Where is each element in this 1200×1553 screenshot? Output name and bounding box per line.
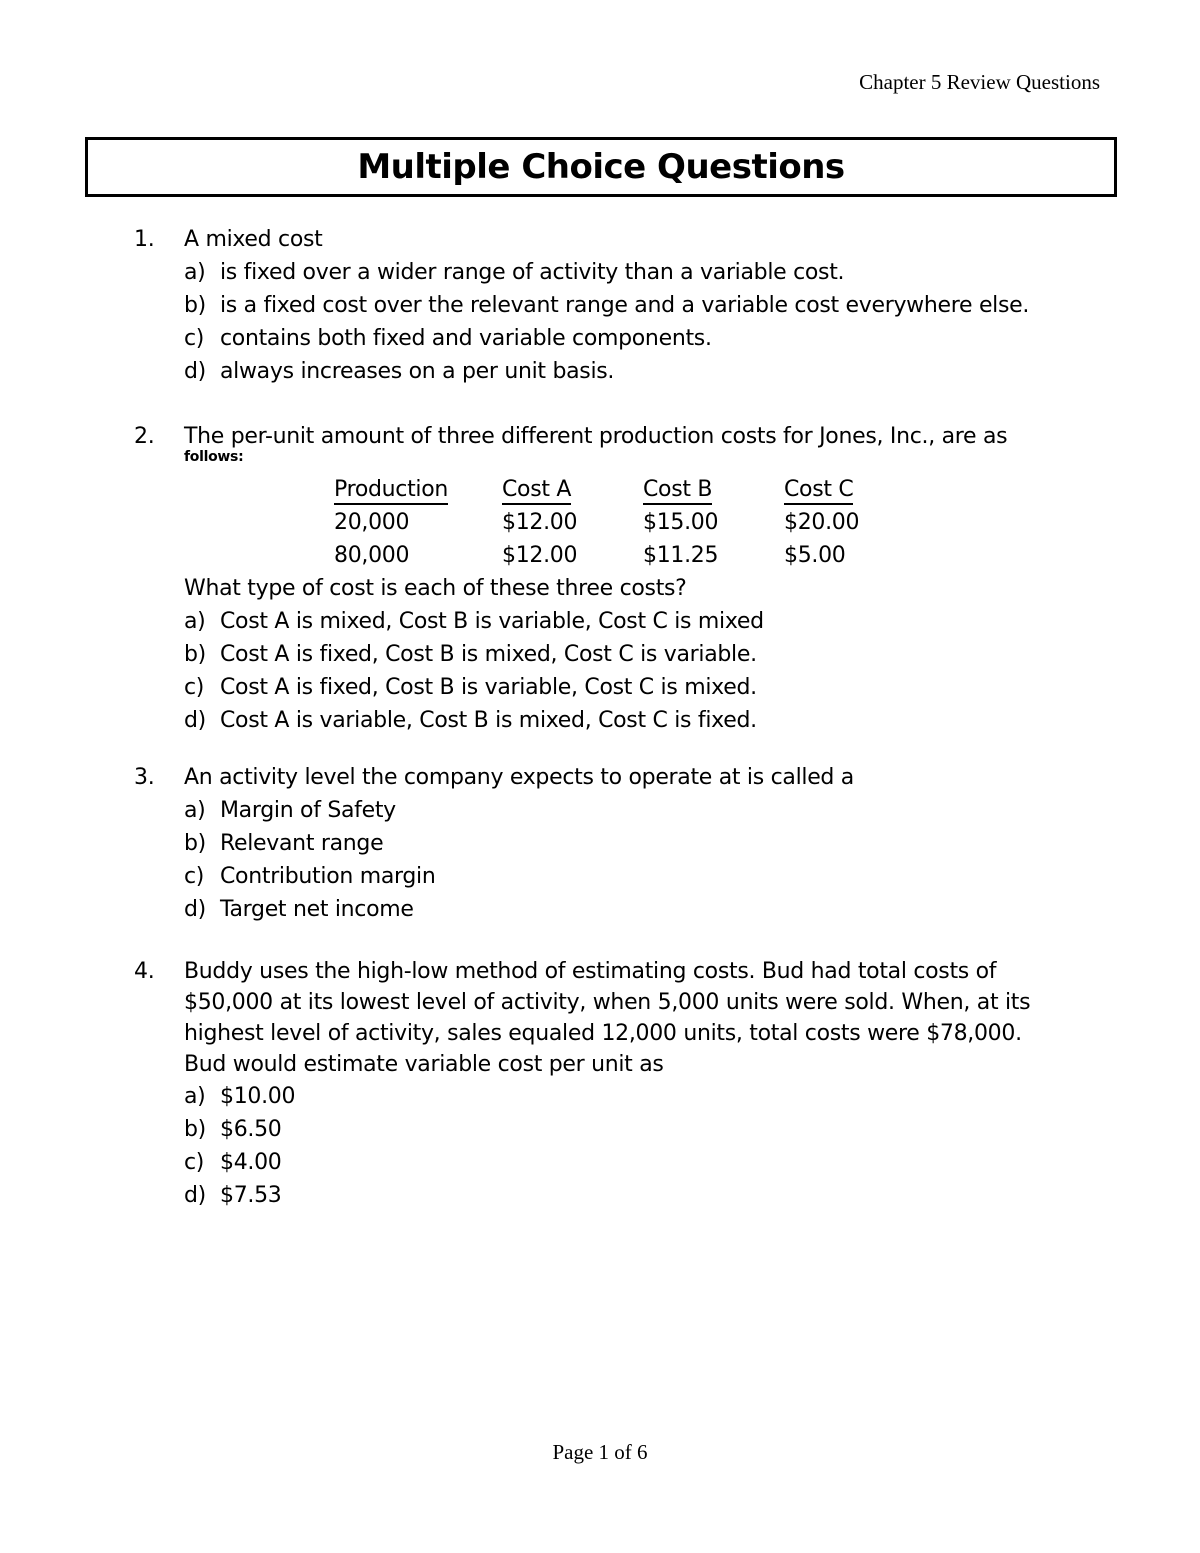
option-letter: a) [184, 1084, 206, 1109]
question-3 [134, 761, 1094, 926]
question-2 [134, 420, 1094, 737]
table-cell: $5.00 [784, 543, 846, 568]
question-text: A mixed cost [184, 227, 323, 252]
option-letter: b) [184, 1117, 206, 1142]
option-text: contains both fixed and variable components. [220, 326, 712, 351]
option-d [184, 355, 1094, 388]
option-c [184, 322, 1094, 355]
table-row [334, 539, 904, 572]
option-text: Contribution margin [220, 864, 436, 889]
option-a [184, 256, 1094, 289]
option-text: $4.00 [220, 1150, 282, 1175]
title-box [85, 137, 1117, 197]
option-d [184, 893, 1094, 926]
question-text: An activity level the company expects to operate at is called a [184, 765, 854, 790]
option-letter: c) [184, 864, 205, 889]
question-4 [134, 956, 1094, 1212]
question-text-line: Bud would estimate variable cost per unit as [184, 1052, 664, 1077]
page-footer: Page 1 of 6 [552, 1440, 648, 1464]
option-text: $6.50 [220, 1117, 282, 1142]
table-cell: $20.00 [784, 510, 860, 535]
option-letter: d) [184, 708, 206, 733]
option-b [184, 289, 1094, 322]
running-header: Chapter 5 Review Questions [859, 70, 1100, 94]
option-a [184, 1080, 1094, 1113]
question-text-line: Buddy uses the high-low method of estimating costs. Bud had total costs of [184, 959, 997, 984]
option-letter: b) [184, 831, 206, 856]
option-d [184, 704, 1094, 737]
table-cell: $11.25 [643, 543, 719, 568]
option-letter: c) [184, 326, 205, 351]
column-header: Cost C [784, 473, 904, 506]
option-c [184, 1146, 1094, 1179]
question-text-line: $50,000 at its lowest level of activity, when 5,000 units were sold. When, at its [184, 990, 1031, 1015]
option-a [184, 794, 1094, 827]
option-letter: d) [184, 897, 206, 922]
option-c [184, 860, 1094, 893]
cost-table [334, 473, 904, 572]
option-text: $7.53 [220, 1183, 282, 1208]
table-cell: $12.00 [502, 543, 578, 568]
option-text: Cost A is variable, Cost B is mixed, Cost C is fixed. [220, 708, 757, 733]
option-text: always increases on a per unit basis. [220, 359, 615, 384]
option-text: $10.00 [220, 1084, 296, 1109]
option-letter: c) [184, 675, 205, 700]
column-header: Cost A [502, 473, 643, 506]
option-c [184, 671, 1094, 704]
option-text: is a fixed cost over the relevant range and a variable cost everywhere else. [220, 293, 1030, 318]
question-1 [134, 223, 1094, 388]
option-text: Relevant range [220, 831, 384, 856]
option-letter: a) [184, 260, 206, 285]
option-letter: a) [184, 609, 206, 634]
table-cell: $12.00 [502, 510, 578, 535]
question-number: 2. [134, 424, 155, 449]
question-text-continued: follows: [184, 449, 244, 465]
option-d [184, 1179, 1094, 1212]
page-title: Multiple Choice Questions [357, 147, 845, 187]
option-letter: d) [184, 1183, 206, 1208]
question-text: The per-unit amount of three different production costs for Jones, Inc., are as [184, 424, 1008, 449]
column-header: Cost B [643, 473, 784, 506]
table-cell: 80,000 [334, 543, 410, 568]
table-header-row [334, 473, 904, 506]
option-a [184, 605, 1094, 638]
option-b [184, 638, 1094, 671]
option-letter: b) [184, 293, 206, 318]
table-cell: $15.00 [643, 510, 719, 535]
option-letter: d) [184, 359, 206, 384]
question-prompt: What type of cost is each of these three costs? [184, 576, 687, 601]
option-letter: a) [184, 798, 206, 823]
option-b [184, 827, 1094, 860]
option-text: Target net income [220, 897, 414, 922]
option-text: Cost A is fixed, Cost B is variable, Cost C is mixed. [220, 675, 757, 700]
option-text: Cost A is mixed, Cost B is variable, Cost C is mixed [220, 609, 764, 634]
table-row [334, 506, 904, 539]
table-cell: 20,000 [334, 510, 410, 535]
option-b [184, 1113, 1094, 1146]
question-number: 3. [134, 765, 155, 790]
option-text: Cost A is fixed, Cost B is mixed, Cost C is variable. [220, 642, 757, 667]
option-letter: b) [184, 642, 206, 667]
option-text: Margin of Safety [220, 798, 396, 823]
column-header: Production [334, 473, 502, 506]
option-text: is fixed over a wider range of activity than a variable cost. [220, 260, 845, 285]
question-number: 4. [134, 959, 155, 984]
question-number: 1. [134, 227, 155, 252]
option-letter: c) [184, 1150, 205, 1175]
question-text-line: highest level of activity, sales equaled 12,000 units, total costs were $78,000. [184, 1021, 1022, 1046]
